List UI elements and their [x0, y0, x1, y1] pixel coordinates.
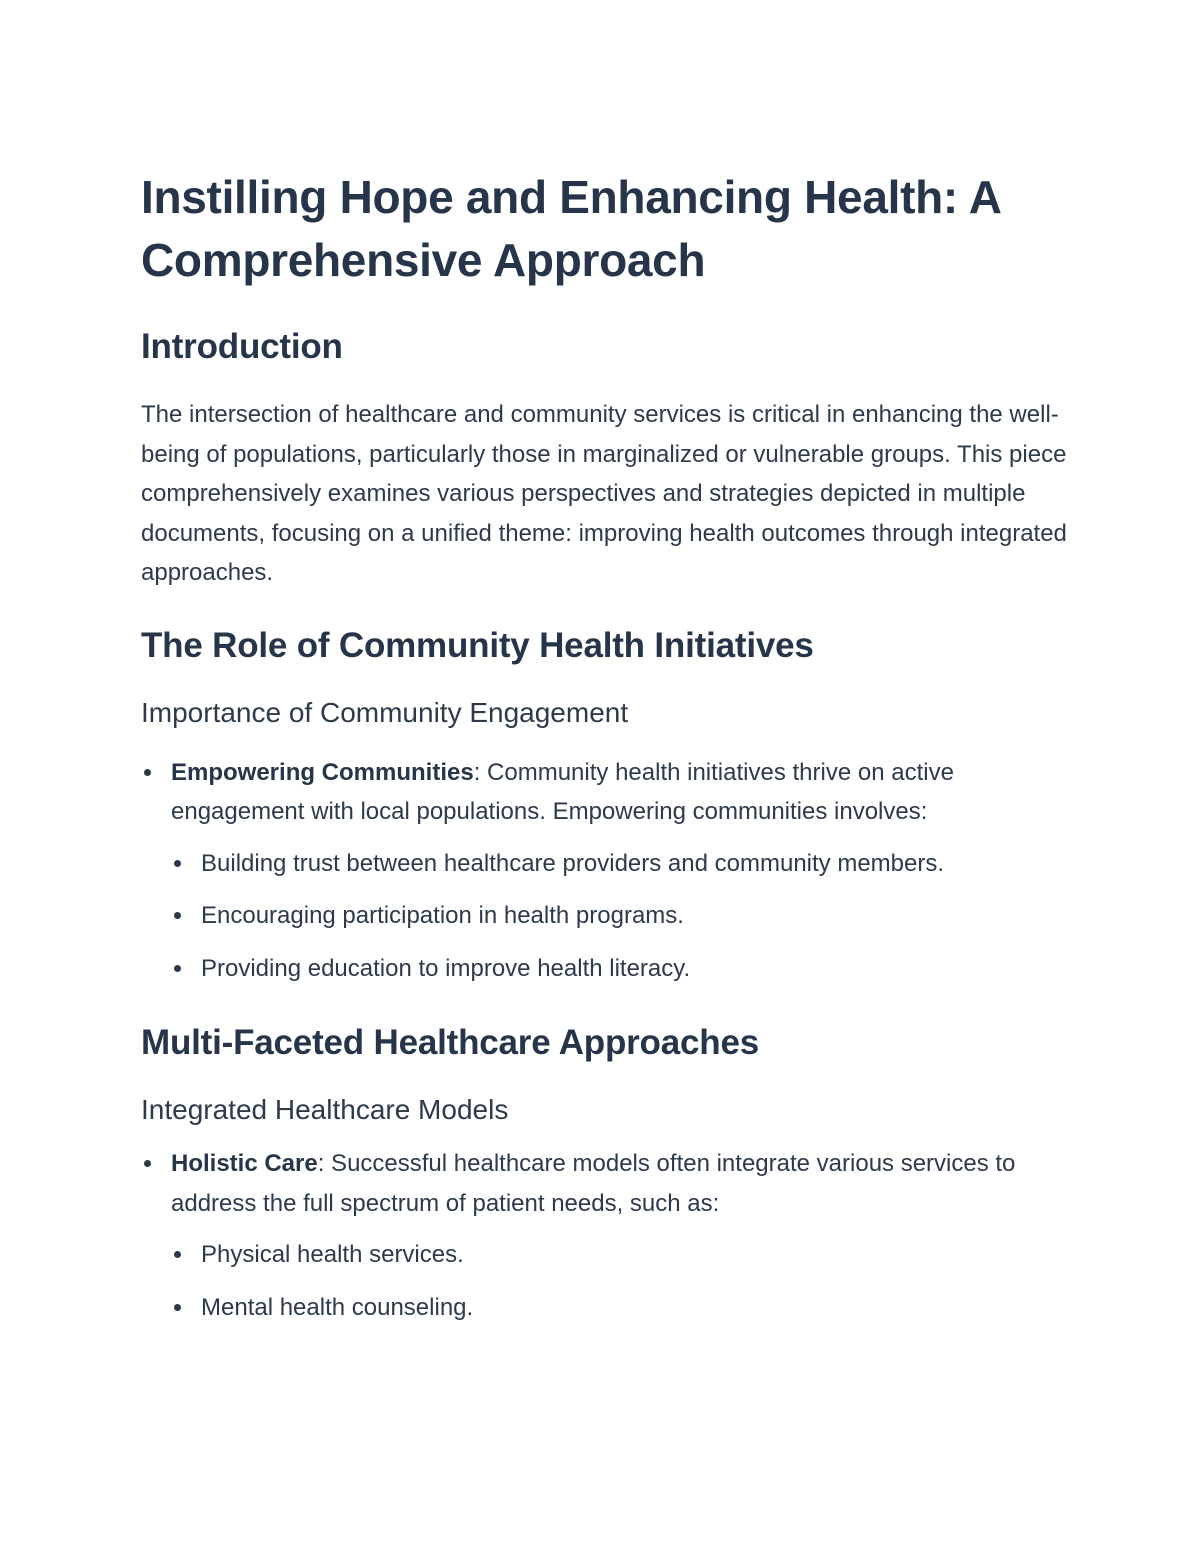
healthcare-sublist — [171, 1235, 1071, 1327]
list-item-text: : Successful healthcare models often integrate various services to address the full spectrum of patient needs, such as: — [171, 1150, 1016, 1217]
list-item: Mental health counseling. — [171, 1288, 1071, 1328]
list-item-text: : Community health initiatives thrive on active engagement with local populations. Empowering communities involves: — [171, 758, 954, 825]
healthcare-list — [141, 1144, 1071, 1327]
introduction-paragraph: The intersection of healthcare and community services is critical in enhancing the well-being of populations, particularly those in marginalized or vulnerable groups. This piece comprehensively examines various perspectives and strategies depicted in multiple documents, focusing on a unified theme: improving health outcomes through integrated approaches. — [141, 401, 1067, 586]
community-sublist — [171, 844, 1071, 989]
list-item-holistic-care — [141, 1144, 1071, 1327]
introduction-heading: Introduction — [141, 327, 343, 366]
list-item-empowering-communities — [141, 753, 1071, 989]
community-list — [141, 753, 1071, 989]
document-title: Instilling Hope and Enhancing Health: A Comprehensive Approach — [141, 171, 1000, 286]
community-engagement-subheading: Importance of Community Engagement — [141, 696, 629, 728]
list-item-label: Holistic Care — [171, 1150, 318, 1177]
document-page — [141, 166, 1071, 1327]
community-section-heading: The Role of Community Health Initiatives — [141, 625, 814, 665]
healthcare-section-heading: Multi-Faceted Healthcare Approaches — [141, 1023, 759, 1062]
list-item-label: Empowering Communities — [171, 758, 474, 786]
list-item: Building trust between healthcare providers and community members. — [171, 844, 1071, 884]
integrated-models-subheading: Integrated Healthcare Models — [141, 1094, 509, 1125]
list-item: Physical health services. — [171, 1235, 1071, 1275]
list-item: Encouraging participation in health programs. — [171, 896, 1071, 936]
list-item: Providing education to improve health literacy. — [171, 949, 1071, 989]
